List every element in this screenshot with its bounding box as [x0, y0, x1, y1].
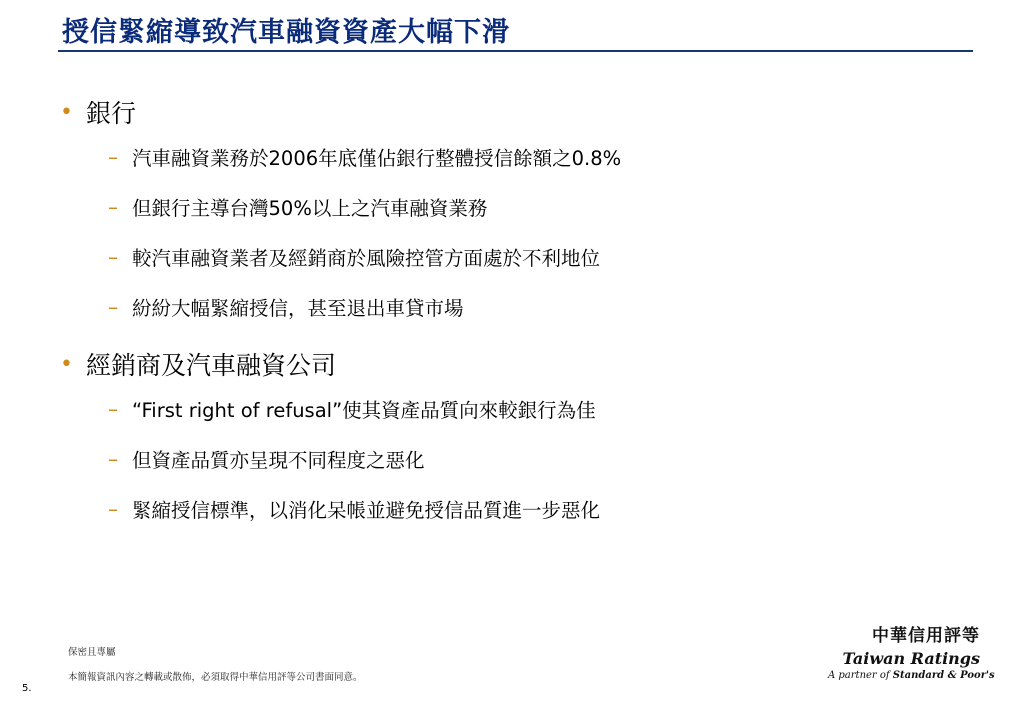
bullet-level2	[60, 434, 1003, 484]
bullet-text: “First right of refusal”使其資產品質向來較銀行為佳	[132, 399, 596, 422]
logo-partner-line	[828, 670, 995, 681]
bullet-text: 緊縮授信標準，以消化呆帳並避免授信品質進一步惡化	[132, 499, 601, 522]
dash-icon: –	[108, 245, 118, 269]
bullet-list	[60, 92, 1003, 534]
logo-english-name: Taiwan Ratings	[842, 649, 980, 668]
dash-icon: –	[108, 195, 118, 219]
bullet-level2	[60, 232, 1003, 282]
taiwan-ratings-logo	[828, 624, 995, 681]
bullet-text: 但資產品質亦呈現不同程度之惡化	[132, 449, 425, 472]
dash-icon: –	[108, 295, 118, 319]
bullet-level2	[60, 182, 1003, 232]
partner-prefix: A partner of	[828, 670, 890, 681]
bullet-level1	[60, 344, 1003, 384]
bullet-level1	[60, 92, 1003, 132]
dash-icon: –	[108, 397, 118, 421]
bullet-text: 紛紛大幅緊縮授信，甚至退出車貸市場	[132, 297, 464, 320]
slide-title: 授信緊縮導致汽車融資資產大幅下滑	[62, 17, 510, 48]
bullet-level2	[60, 282, 1003, 332]
bullet-text: 較汽車融資業者及經銷商於風險控管方面處於不利地位	[132, 247, 601, 270]
bullet-level2	[60, 484, 1003, 534]
bullet-dot-icon: •	[60, 351, 73, 377]
section-dealers	[60, 344, 1003, 534]
bullet-text: 但銀行主導台灣50%以上之汽車融資業務	[132, 197, 488, 220]
section-heading: 經銷商及汽車融資公司	[86, 351, 337, 380]
confidential-label: 保密且專屬	[68, 647, 116, 658]
title-underline	[58, 50, 973, 52]
bullet-level2	[60, 384, 1003, 434]
partner-name: Standard & Poor's	[892, 670, 995, 681]
logo-chinese-name: 中華信用評等	[872, 626, 980, 646]
bullet-dot-icon: •	[60, 99, 73, 125]
dash-icon: –	[108, 497, 118, 521]
dash-icon: –	[108, 145, 118, 169]
section-heading: 銀行	[86, 99, 137, 128]
disclaimer-text: 本簡報資訊內容之轉載或散佈，必須取得中華信用評等公司書面同意。	[68, 672, 363, 683]
page-number: 5.	[22, 683, 32, 694]
dash-icon: –	[108, 447, 118, 471]
section-banks	[60, 92, 1003, 332]
bullet-text: 汽車融資業務於2006年底僅佔銀行整體授信餘額之0.8%	[132, 147, 622, 170]
section-spacer	[60, 332, 1003, 344]
bullet-level2	[60, 132, 1003, 182]
